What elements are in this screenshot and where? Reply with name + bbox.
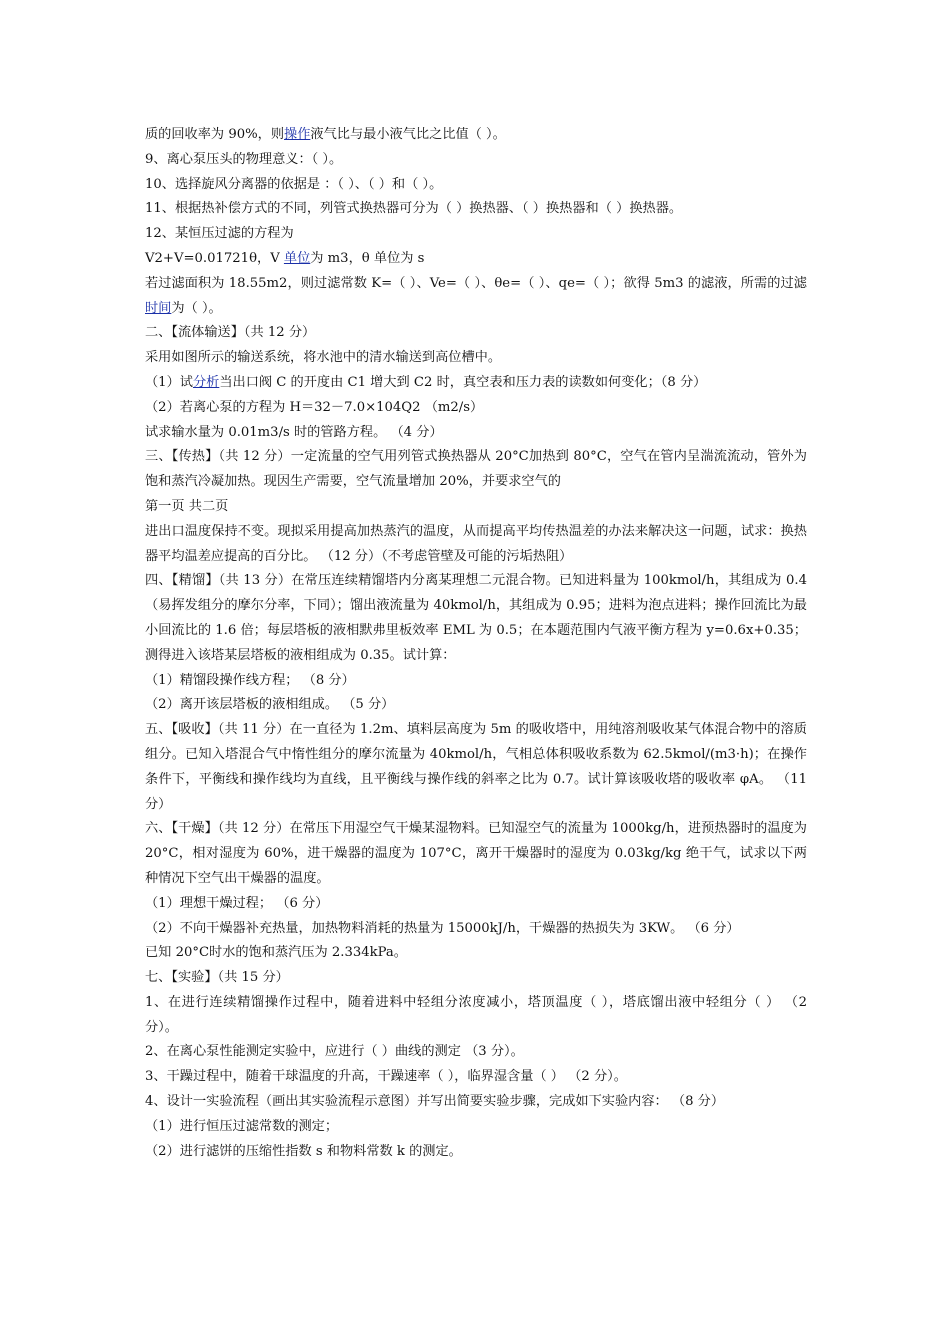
text-segment: 若过滤面积为 18.55m2，则过滤常数 K=（ ）、Ve=（ ）、θe=（ ）、qe=（ ）；欲得 5m3 的滤液，所需的过滤 [145, 275, 807, 291]
text-line [145, 1065, 807, 1090]
text-segment: （2）若离心泵的方程为 H＝32－7.0×104Q2 （m2/s） [145, 399, 484, 415]
text-line [145, 966, 807, 991]
text-segment: 四、【精馏】（共 13 分）在常压连续精馏塔内分离某理想二元混合物。已知进料量为 100kmol/h，其组成为 0.4（易挥发组分的摩尔分率，下同）；馏出液流量为 40kmol/h，其组成为 0.95；进料为泡点进料；操作回流比为最小回流比的 1.6 倍；每层塔板的液相默弗里板效率 EML 为 0.5；在本题范围内气液平衡方程为 y=0.6x+0.35；测得进入该塔某层塔板的液相组成为 0.35。试计算： [145, 573, 807, 663]
text-line [145, 1140, 807, 1165]
inline-link[interactable]: 时间 [145, 300, 172, 316]
text-line [145, 197, 807, 222]
text-segment: 9、离心泵压头的物理意义：（ ）。 [145, 151, 343, 167]
text-segment: 已知 20°C时水的饱和蒸汽压为 2.334kPa。 [145, 945, 407, 961]
text-line [145, 272, 807, 322]
text-segment: 液气比与最小液气比之比值（ ）。 [310, 127, 506, 142]
text-segment: （2）离开该层塔板的液相组成。 （5 分） [145, 697, 395, 713]
text-line [145, 1040, 807, 1065]
text-line [145, 123, 807, 148]
inline-link[interactable]: 操作 [284, 127, 311, 142]
text-segment: （1）精馏段操作线方程； （8 分） [145, 672, 355, 688]
text-segment: （1）试 [145, 374, 193, 390]
text-segment: 12、某恒压过滤的方程为 [145, 226, 294, 242]
text-segment: （1）进行恒压过滤常数的测定； [145, 1118, 339, 1134]
text-line [145, 1115, 807, 1140]
text-segment: 3、干躁过程中，随着干球温度的升高，干躁速率（ ），临界湿含量（ ） （2 分）。 [145, 1069, 627, 1085]
text-line [145, 520, 807, 570]
text-segment: （2）进行滤饼的压缩性指数 s 和物料常数 k 的测定。 [145, 1143, 462, 1159]
text-segment: 采用如图所示的输送系统，将水池中的清水输送到高位槽中。 [145, 350, 502, 366]
text-segment: 质的回收率为 90%，则 [145, 127, 285, 142]
text-line [145, 421, 807, 446]
text-segment: （1）理想干燥过程； （6 分） [145, 895, 329, 911]
text-segment: 七、【实验】（共 15 分） [145, 970, 289, 986]
text-line [145, 346, 807, 371]
text-line [145, 892, 807, 917]
text-segment: 进出口温度保持不变。现拟采用提高加热蒸汽的温度，从而提高平均传热温差的办法来解决这一问题，试求：换热器平均温差应提高的百分比。 （12 分）（不考虑管壁及可能的污垢热阻） [145, 523, 807, 564]
text-line [145, 817, 807, 891]
text-line [145, 396, 807, 421]
text-segment: 为（ ）。 [171, 300, 222, 316]
text-line [145, 718, 807, 817]
text-line [145, 1090, 807, 1115]
text-line [145, 569, 807, 668]
inline-link[interactable]: 分析 [192, 374, 220, 390]
text-segment: 2、在离心泵性能测定实验中，应进行（ ）曲线的测定 （3 分）。 [145, 1044, 524, 1060]
text-line [145, 371, 807, 396]
text-line [145, 148, 807, 173]
text-segment: 五、【吸收】（共 11 分）在一直径为 1.2m、填料层高度为 5m 的吸收塔中，用纯溶剂吸收某气体混合物中的溶质组分。已知入塔混合气中惰性组分的摩尔流量为 40kmol/h，气相总体积吸收系数为 62.5kmol/(m3·h)；在操作条件下，平衡线和操作线均为直线，且平衡线与操作线的斜率之比为 0.7。试计算该吸收塔的吸收率 φA。 （11 分） [145, 722, 807, 812]
text-line [145, 495, 807, 520]
text-segment: 当出口阀 C 的开度由 C1 增大到 C2 时，真空表和压力表的读数如何变化；（8 分） [219, 374, 707, 390]
text-segment: （2）不向干燥器补充热量，加热物料消耗的热量为 15000kJ/h，干燥器的热损失为 3KW。 （6 分） [145, 920, 740, 936]
text-segment: 二、【流体输送】（共 12 分） [145, 325, 316, 341]
document-body [145, 123, 807, 1164]
text-line [145, 321, 807, 346]
text-line [145, 693, 807, 718]
text-line [145, 173, 807, 198]
text-line [145, 445, 807, 495]
text-segment: 1、在进行连续精馏操作过程中，随着进料中轻组分浓度减小，塔顶温度（ ），塔底馏出液中轻组分（ ） （2 分）。 [145, 994, 807, 1035]
text-line [145, 917, 807, 942]
text-line [145, 669, 807, 694]
text-line [145, 991, 807, 1041]
text-segment: 为 m3，θ 单位为 s [310, 250, 425, 266]
text-segment: 六、【干燥】（共 12 分）在常压下用湿空气干燥某湿物料。已知湿空气的流量为 1000kg/h，进预热器时的温度为 20°C，相对湿度为 60%，进干燥器的温度为 107°C，离开干燥器时的湿度为 0.03kg/kg 绝干气，试求以下两种情况下空气出干燥器的温度。 [145, 821, 807, 886]
text-line [145, 941, 807, 966]
text-segment: 三、【传热】（共 12 分）一定流量的空气用列管式换热器从 20°C加热到 80°C，空气在管内呈湍流流动，管外为饱和蒸汽冷凝加热。现因生产需要，空气流量增加 20%，并要求空气的 [145, 449, 807, 490]
inline-link[interactable]: 单位 [283, 250, 311, 266]
text-segment: 试求输水量为 0.01m3/s 时的管路方程。 （4 分） [145, 424, 443, 440]
text-segment: 4、设计一实验流程（画出其实验流程示意图）并写出简要实验步骤，完成如下实验内容： （8 分） [145, 1094, 725, 1110]
text-line [145, 222, 807, 247]
text-segment: V2+V=0.01721θ，V [145, 250, 284, 266]
text-segment: 11、根据热补偿方式的不同，列管式换热器可分为（ ）换热器、（ ）换热器和（ ）换热器。 [145, 201, 683, 217]
text-segment: 10、选择旋风分离器的依据是 ：（ ）、（ ）和（ ）。 [145, 176, 443, 192]
text-line [145, 247, 807, 272]
text-segment: 第一页 共二页 [145, 498, 229, 514]
